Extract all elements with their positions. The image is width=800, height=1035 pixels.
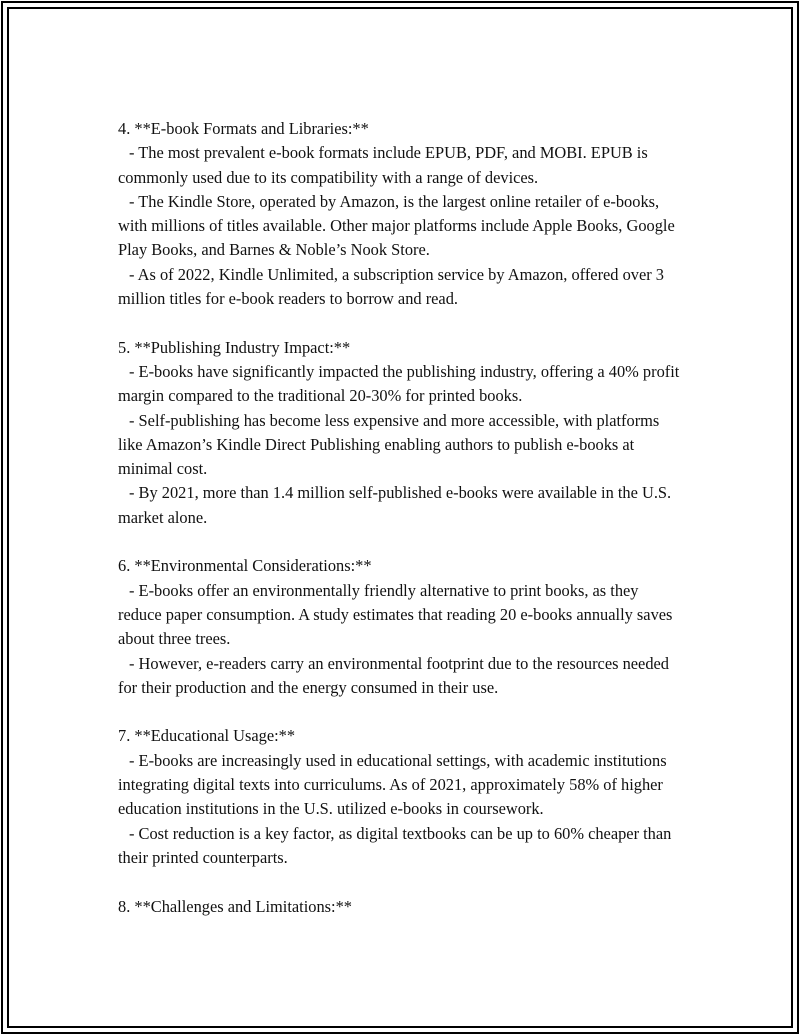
paragraph: - By 2021, more than 1.4 million self-published e-books were available in the U.S. market alone. [118,483,672,527]
paragraph: - The Kindle Store, operated by Amazon, is the largest online retailer of e-books, with millions of titles available. Other major platforms include Apple Books, Google Play Books, and Barnes & Noble’s Nook Store. [118,191,675,260]
section-environmental [118,554,684,700]
section-educational-usage [118,724,684,870]
paragraph: - The most prevalent e-book formats include EPUB, PDF, and MOBI. EPUB is commonly used due to its compatibility with a range of devices. [118,143,648,187]
section-ebook-formats [118,117,684,311]
paragraph: - However, e-readers carry an environmental footprint due to the resources needed for their production and the energy consumed in their use. [118,653,669,697]
section-heading: 4. **E-book Formats and Libraries:** [118,119,369,138]
section-heading: 6. **Environmental Considerations:** [118,556,372,576]
section-challenges [118,895,684,919]
paragraph: - E-books offer an environmentally friendly alternative to print books, as they reduce paper consumption. A study estimates that reading 20 e-books annually saves about three trees. [118,580,673,649]
paragraph: - As of 2022, Kindle Unlimited, a subscription service by Amazon, offered over 3 million titles for e-book readers to borrow and read. [118,264,665,309]
paragraph: - E-books have significantly impacted the publishing industry, offering a 40% profit margin compared to the traditional 20-30% for printed books. [118,361,680,406]
paragraph: - E-books are increasingly used in educational settings, with academic institutions integrating digital texts into curriculums. As of 2021, approximately 58% of higher education institutions in the U.S. utilized e-books in coursework. [118,750,667,819]
paragraph: - Self-publishing has become less expensive and more accessible, with platforms like Amazon’s Kindle Direct Publishing enabling authors to publish e-books at minimal cost. [118,410,660,479]
document-body [118,117,684,919]
section-heading: 8. **Challenges and Limitations:** [118,896,352,916]
section-heading: 7. **Educational Usage:** [118,726,296,746]
section-heading: 5. **Publishing Industry Impact:** [118,337,351,357]
paragraph: - Cost reduction is a key factor, as digital textbooks can be up to 60% cheaper than their printed counterparts. [118,823,672,867]
section-publishing-impact [118,336,684,530]
